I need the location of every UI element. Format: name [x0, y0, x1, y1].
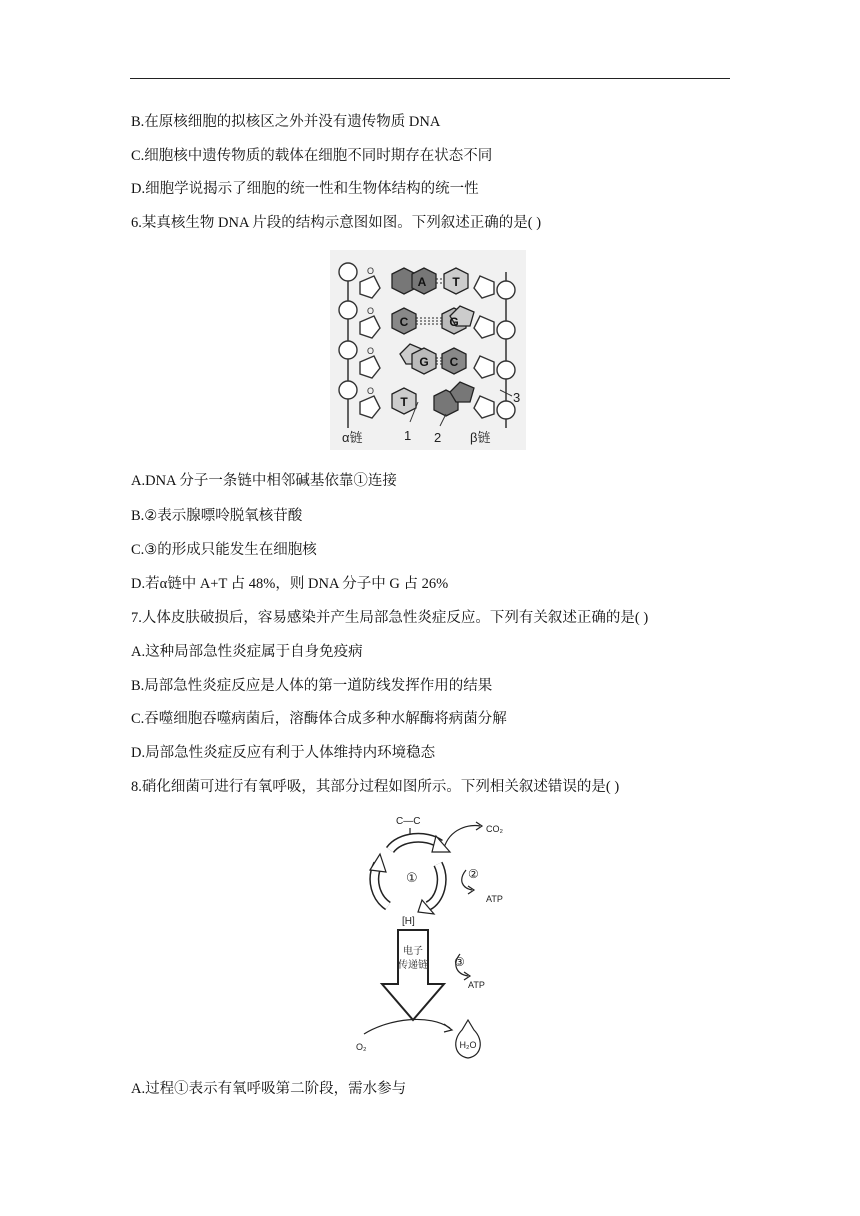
sugar-o-label: O [367, 386, 375, 396]
substrate-label: C—C [396, 816, 421, 827]
option-8a: A.过程①表示有氧呼吸第二阶段，需水参与 [131, 1081, 407, 1097]
sugar-o-label: O [367, 266, 375, 276]
option-7b: B.局部急性炎症反应是人体的第一道防线发挥作用的结果 [131, 678, 493, 694]
base-left-2: C [399, 315, 409, 329]
co2-label: CO₂ [486, 824, 503, 834]
base-right-2: G [449, 315, 459, 329]
base-right-3: C [449, 355, 459, 369]
option-6c: C.③的形成只能发生在细胞核 [131, 542, 317, 558]
alpha-chain-label: α链 [342, 430, 363, 445]
header-rule [130, 78, 730, 79]
dna-structure-figure [330, 250, 526, 450]
option-6b: B.②表示腺嘌呤脱氧核苷酸 [131, 508, 303, 524]
sugar-o-label: O [367, 346, 375, 356]
question-7: 7.人体皮肤破损后，容易感染并产生局部急性炎症反应。下列有关叙述正确的是( ) [131, 610, 649, 626]
option-5c: C.细胞核中遗传物质的载体在细胞不同时期存在状态不同 [131, 148, 493, 164]
atp-label-2: ATP [468, 980, 485, 990]
mark-1: 1 [404, 428, 412, 443]
option-6d: D.若α链中 A+T 占 48%，则 DNA 分子中 G 占 26% [131, 576, 449, 592]
beta-chain-label: β链 [470, 430, 491, 445]
base-right-1: T [452, 275, 460, 289]
atp-label-1: ATP [486, 894, 503, 904]
respiration-process-figure [340, 808, 520, 1068]
base-left-4: T [400, 395, 408, 409]
option-7c: C.吞噬细胞吞噬病菌后，溶酶体合成多种水解酶将病菌分解 [131, 711, 507, 727]
base-left-3: G [419, 355, 429, 369]
step-3-label: ③ [454, 955, 465, 969]
etc-label-line1: 电子 [403, 946, 423, 957]
base-left-1: A [417, 275, 427, 289]
cycle-step-1: ① [406, 870, 418, 885]
option-5d: D.细胞学说揭示了细胞的统一性和生物体结构的统一性 [131, 181, 479, 197]
mark-2: 2 [434, 430, 442, 445]
question-6: 6.某真核生物 DNA 片段的结构示意图如图。下列叙述正确的是( ) [131, 215, 542, 231]
h-label: [H] [402, 916, 415, 927]
option-7d: D.局部急性炎症反应有利于人体维持内环境稳态 [131, 745, 436, 761]
option-7a: A.这种局部急性炎症属于自身免疫病 [131, 644, 363, 660]
option-6a: A.DNA 分子一条链中相邻碱基依靠①连接 [131, 473, 397, 489]
step-2-label: ② [468, 867, 479, 881]
h2o-label: H₂O [459, 1040, 477, 1050]
mark-3: 3 [513, 390, 521, 405]
sugar-o-label: O [367, 306, 375, 316]
question-8: 8.硝化细菌可进行有氧呼吸，其部分过程如图所示。下列相关叙述错误的是( ) [131, 779, 620, 795]
option-5b: B.在原核细胞的拟核区之外并没有遗传物质 DNA [131, 114, 441, 130]
etc-label-line2: 传递链 [398, 960, 428, 971]
o2-label: O₂ [356, 1042, 367, 1052]
